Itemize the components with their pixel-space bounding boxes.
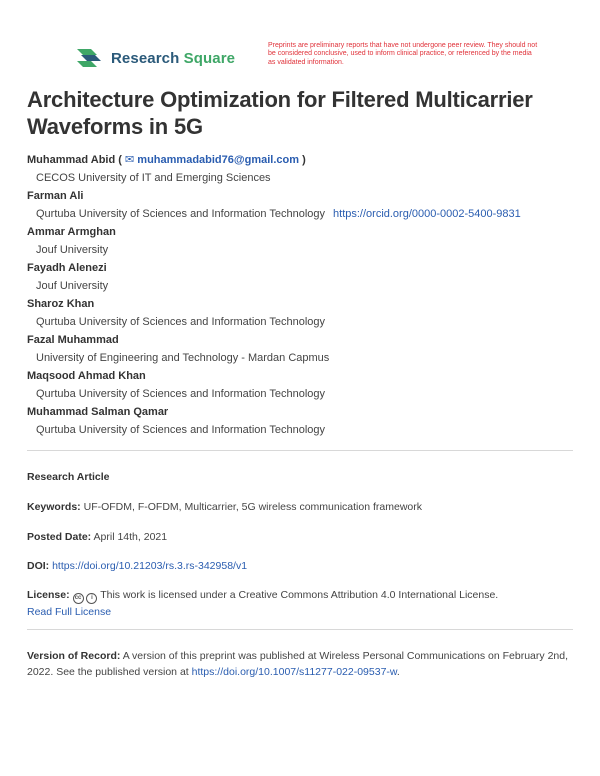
section-divider	[27, 629, 573, 630]
research-square-logo-icon	[75, 46, 103, 70]
posted-date: Posted Date: April 14th, 2021	[27, 531, 168, 543]
author-list	[27, 153, 587, 441]
author-name: Farman Ali	[27, 190, 84, 202]
author-affiliation: Qurtuba University of Sciences and Information Technology	[36, 388, 326, 400]
cc-icon: cc	[73, 593, 84, 604]
by-icon: i	[86, 593, 97, 604]
preprint-disclaimer: Preprints are preliminary reports that have not undergone peer review. They should not be considered conclusive, used to inform clinical practice, or referenced by the media as validated information.	[268, 42, 538, 66]
author-name: Maqsood Ahmad Khan	[27, 370, 146, 382]
author-affiliation: Qurtuba University of Sciences and Information Technology	[36, 316, 326, 328]
paper-title: Architecture Optimization for Filtered Multicarrier Waveforms in 5G	[27, 87, 533, 139]
keywords: Keywords: UF-OFDM, F-OFDM, Multicarrier, 5G wireless communication framework	[27, 501, 422, 513]
author-name: Sharoz Khan	[27, 298, 95, 310]
author-affiliation: Jouf University	[36, 244, 109, 256]
author-affiliation: Jouf University	[36, 280, 109, 292]
section-divider	[27, 450, 573, 451]
published-version-link[interactable]: https://doi.org/10.1007/s11277-022-09537-w	[191, 666, 397, 678]
doi-link[interactable]: https://doi.org/10.21203/rs.3.rs-342958/v1	[52, 560, 248, 572]
author-name: Fayadh Alenezi	[27, 262, 107, 274]
read-full-license-link[interactable]: Read Full License	[27, 606, 112, 618]
author-affiliation: University of Engineering and Technology - Mardan Capmus	[36, 352, 330, 364]
orcid-link[interactable]: https://orcid.org/0000-0002-5400-9831	[333, 208, 521, 220]
research-square-logo[interactable]	[75, 46, 235, 70]
logo-text: Research Square	[111, 49, 236, 67]
author-affiliation: Qurtuba University of Sciences and Information Technology	[36, 424, 326, 436]
article-type: Research Article	[27, 471, 110, 483]
author-affiliation: CECOS University of IT and Emerging Sciences	[36, 172, 271, 184]
author-name: Muhammad Salman Qamar	[27, 406, 169, 418]
author-affiliation: Qurtuba University of Sciences and Information Technology https://orcid.org/0000-0002-5400-9831	[36, 208, 521, 220]
author-name: Ammar Armghan	[27, 226, 116, 238]
envelope-icon: ✉	[125, 154, 135, 166]
author-name: Muhammad Abid ( ✉ muhammadabid76@gmail.com )	[27, 154, 306, 166]
version-of-record: Version of Record: A version of this preprint was published at Wireless Personal Communications on February 2nd, 2022. See the published version at https://doi.org/10.1007/s11277-022-09537-w.	[27, 650, 568, 678]
email-link[interactable]: ✉ muhammadabid76@gmail.com	[125, 154, 300, 166]
page-header	[0, 0, 600, 80]
author-name: Fazal Muhammad	[27, 334, 119, 346]
license: License: cc i This work is licensed under a Creative Commons Attribution 4.0 International License. Read Full License	[27, 589, 499, 618]
doi: DOI: https://doi.org/10.21203/rs.3.rs-342958/v1	[27, 560, 248, 572]
